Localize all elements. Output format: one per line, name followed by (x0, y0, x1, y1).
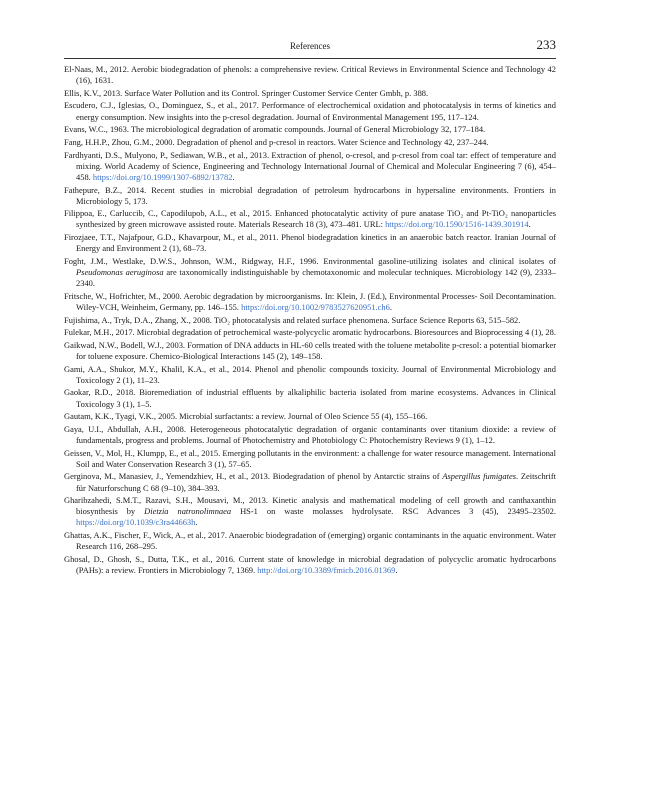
reference-entry (64, 495, 556, 528)
reference-entry (64, 340, 556, 362)
reference-text-tail: are taxonomically indistinguishable by chemotaxonomic and molecular techniques. Microbiology 142 (9), 2333–2340. (76, 266, 556, 289)
reference-text: Fujishima, A., Tryk, D.A., Zhang, X., 2008. TiO₂ photocatalysis and related surface phenomena. Surface Science Reports 63, 515–582. (64, 314, 521, 325)
reference-entry (64, 208, 556, 230)
reference-text-tail: HS-1 on waste molasses hydrolysate. RSC Advances 3 (45), 23495–23502. (231, 506, 556, 517)
species-name: Aspergillus fumigates (442, 471, 516, 482)
reference-entry (64, 315, 556, 326)
reference-entry (64, 448, 556, 470)
reference-text: Foght, J.M., Westlake, D.W.S., Johnson, W.M., Ridgway, H.F., 1996. Environmental gasoline-utilizing isolates and clinical isolates of (64, 255, 556, 266)
reference-entry (64, 387, 556, 409)
reference-entry (64, 185, 556, 207)
reference-entry (64, 411, 556, 422)
reference-entry (64, 100, 556, 122)
reference-text: Gaya, U.I., Abdullah, A.H., 2008. Heterogeneous photocatalytic degradation of organic contaminants over titanium dioxide: a review of fundamentals, progress and problems. Journal of Photochemistry and Photobiology C: Photochemistry Reviews 9 (1), 1–12. (64, 423, 556, 445)
reference-entry (64, 64, 556, 86)
reference-entry (64, 232, 556, 254)
reference-text: Fang, H.H.P., Zhou, G.M., 2000. Degradation of phenol and p-cresol in reactors. Water Science and Technology 42, 237–244. (64, 136, 489, 147)
reference-entry (64, 364, 556, 386)
reference-entry (64, 530, 556, 552)
reference-text: Gaikwad, N.W., Bodell, W.J., 2003. Formation of DNA adducts in HL-60 cells treated with the toluene metabolite p-cresol: a potential biomarker for toluene exposure. Chemico-Biological Interactions 145 (2), 149–158. (64, 339, 556, 361)
reference-text: Gerginova, M., Manasiev, J., Yemendzhiev, H., et al., 2013. Biodegradation of phenol by Antarctic strains of (64, 471, 443, 482)
reference-text-tail: . (389, 301, 392, 312)
reference-entry (64, 291, 556, 313)
reference-text-tail: . (528, 219, 531, 230)
reference-text: Fathepure, B.Z., 2014. Recent studies in microbial degradation of petroleum hydrocarbons in hypersaline environments. Frontiers in Microbiology 5, 173. (64, 184, 556, 206)
reference-text: Evans, W.C., 1963. The microbiological degradation of aromatic compounds. Journal of General Microbiology 32, 177–184. (64, 124, 486, 135)
reference-entry (64, 124, 556, 135)
doi-link[interactable]: http://doi.org/10.3389/fmicb.2016.01369 (257, 565, 396, 575)
reference-entry (64, 88, 556, 99)
doi-link[interactable]: https://doi.org/10.1590/1516-1439.301914 (385, 219, 529, 230)
doi-link[interactable]: https://doi.org/10.1002/9783527620951.ch6 (241, 301, 390, 312)
reference-entry (64, 256, 556, 289)
reference-text: Ellis, K.V., 2013. Surface Water Pollution and its Control. Springer Customer Service Center Gmbh, p. 388. (64, 87, 429, 98)
reference-entry (64, 424, 556, 446)
reference-text: El-Naas, M., 2012. Aerobic biodegradation of phenols: a comprehensive review. Critical Reviews in Environmental Science and Technology 42 (16), 1631. (64, 64, 556, 86)
doi-link[interactable]: https://doi.org/10.1039/c3ra44663h (76, 517, 196, 528)
reference-text: Fulekar, M.H., 2017. Microbial degradation of petrochemical waste-polycyclic aromatic hydrocarbons. Bioresources and Bioprocessing 4 (1), 28. (64, 327, 556, 338)
reference-text: Filippoa, E., Carluccib, C., Capodilupob, A.L., et al., 2015. Enhanced photocatalytic activity of pure anatase TiO₂ and Pt-TiO₂ nanoparticles synthesized by green microwave assisted route. Materials Research 18 (3), 473–481. URL: (64, 208, 556, 230)
reference-text: Fardhyanti, D.S., Mulyono, P., Sediawan, W.B., et al., 2013. Extraction of phenol, o-cresol, and p-cresol from coal tar: effect of temperature and mixing. World Academy of Science, Engineering and Technology International Journal of Chemical and Molecular Engineering 7 (6), 454–458. (64, 149, 556, 182)
header-title: References (290, 41, 330, 51)
reference-text: Gharibzahedi, S.M.T., Razavi, S.H., Mousavi, M., 2013. Kinetic analysis and mathematical modeling of cell growth and canthaxanthin biosynthesis by (64, 495, 556, 517)
reference-entry (64, 150, 556, 183)
species-name: Dietzia natronolimnaea (144, 506, 232, 517)
reference-list (64, 64, 556, 578)
reference-text: Ghosal, D., Ghosh, S., Dutta, T.K., et al., 2016. Current state of knowledge in microbial degradation of polycyclic aromatic hydrocarbons (PAHs): a review. Frontiers in Microbiology 7, 1369. (64, 553, 556, 575)
reference-text: Gautam, K.K., Tyagi, V.K., 2005. Microbial surfactants: a review. Journal of Oleo Science 55 (4), 155–166. (64, 411, 428, 422)
reference-text: Fritsche, W., Hofrichter, M., 2000. Aerobic degradation by microorganisms. In: Klein, J. (Ed.), Environmental Processes- Soil Decontamination. Wiley-VCH, Weinheim, Germany, pp. 146–155. (64, 290, 556, 312)
reference-text: Escudero, C.J., Iglesias, O., Dominguez, S., et al., 2017. Performance of electrochemical oxidation and photocatalysis in terms of kinetics and energy consumption. New insights into the p-cresol degradation. Journal of Environmental Management 195, 117–124. (64, 100, 556, 122)
reference-text: Gaokar, R.D., 2018. Bioremediation of industrial effluents by alkaliphilic bacteria isolated from marine ecosystems. Advances in Clinical Toxicology 3 (1), 1–5. (64, 387, 556, 409)
header-rule (64, 58, 556, 59)
reference-entry (64, 137, 556, 148)
reference-text-tail: . (195, 517, 198, 528)
reference-text: Geissen, V., Mol, H., Klumpp, E., et al., 2015. Emerging pollutants in the environment: a challenge for water resource management. International Soil and Water Conservation Research 3 (1), 57–65. (64, 447, 556, 469)
reference-entry (64, 554, 556, 576)
reference-entry (64, 327, 556, 338)
reference-text-tail: . (232, 171, 235, 182)
running-header (64, 38, 556, 56)
reference-text: Firozjaee, T.T., Najafpour, G.D., Khavarpour, M., et al., 2011. Phenol biodegradation kinetics in an anaerobic batch reactor. Iranian Journal of Energy and Environment 2 (1), 68–73. (64, 232, 556, 254)
reference-text: Gami, A.A., Shukor, M.Y., Khalil, K.A., et al., 2014. Phenol and phenolic compounds toxicity. Journal of Environmental Microbiology and Toxicology 2 (1), 11–23. (64, 363, 556, 385)
reference-text: Ghattas, A.K., Fischer, F., Wick, A., et al., 2017. Anaerobic biodegradation of (emerging) organic contaminants in the aquatic environment. Water Research 116, 268–295. (64, 530, 556, 552)
reference-text-tail: . Zeitschrift für Naturforschung C 68 (9–10), 384–393. (76, 471, 556, 493)
reference-text-tail: . (395, 565, 398, 575)
reference-entry (64, 471, 556, 493)
species-name: Pseudomonas aeruginosa (76, 266, 164, 277)
page-number: 233 (536, 37, 556, 52)
doi-link[interactable]: https://doi.org/10.1999/1307-6892/13782 (92, 171, 233, 182)
